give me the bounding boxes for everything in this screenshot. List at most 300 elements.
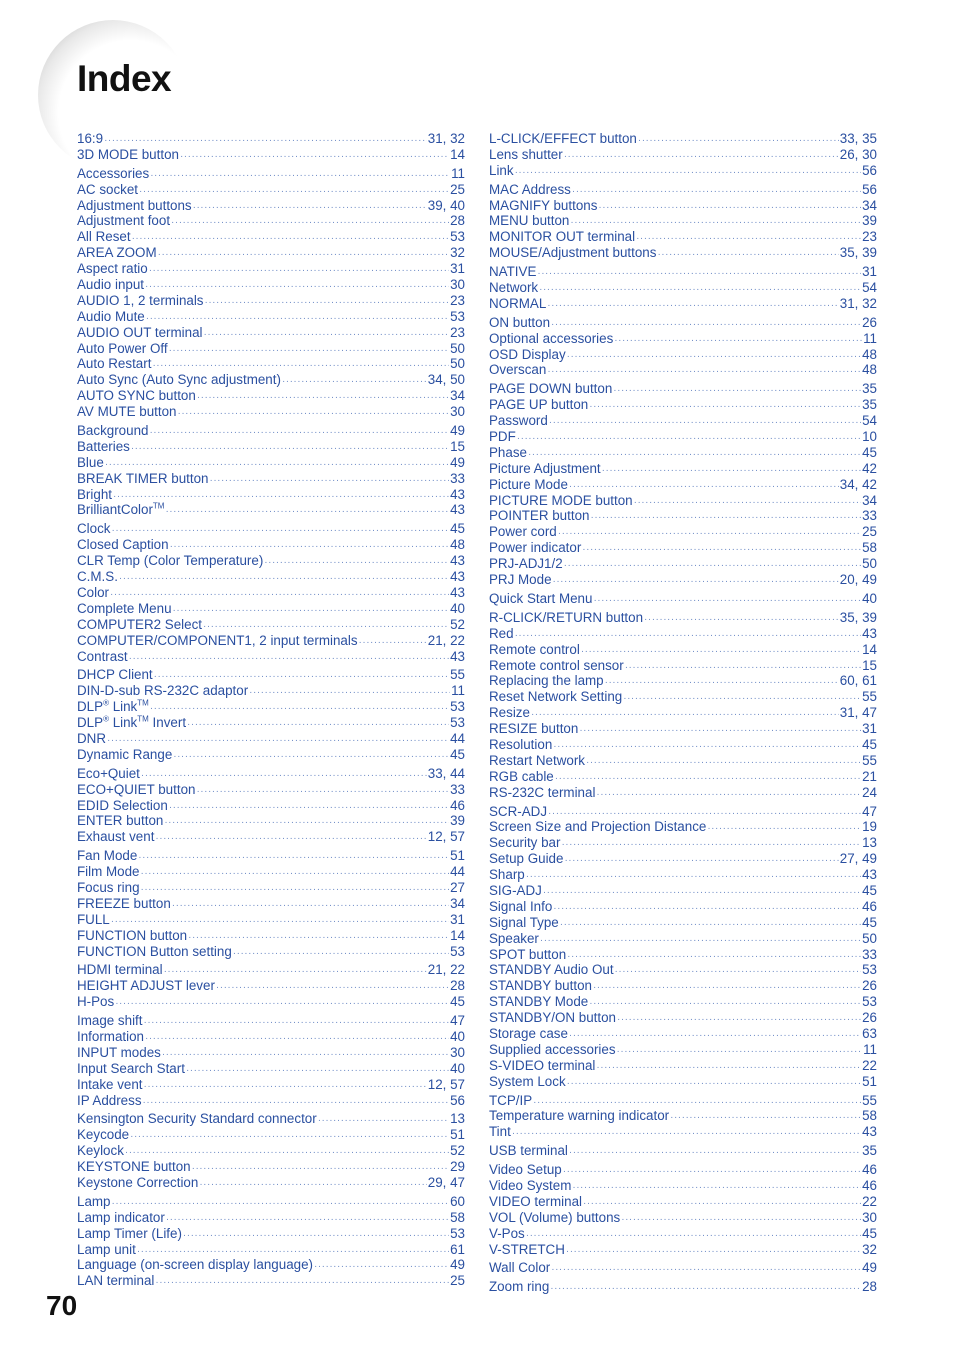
page-reference[interactable]: 35, 39 <box>839 245 877 261</box>
index-entry[interactable] <box>77 1143 465 1159</box>
page-reference[interactable]: 43 <box>450 648 465 664</box>
page-reference[interactable]: 12, 57 <box>427 1076 465 1092</box>
index-entry[interactable] <box>77 994 465 1010</box>
page-reference[interactable]: 31 <box>862 264 877 280</box>
page-reference[interactable]: 53 <box>450 1225 465 1241</box>
index-entry[interactable] <box>77 747 465 763</box>
page-reference[interactable]: 30 <box>862 1209 877 1225</box>
index-entry[interactable] <box>77 1061 465 1077</box>
index-entry[interactable] <box>77 569 465 585</box>
index-entry[interactable] <box>489 1010 877 1026</box>
index-entry[interactable] <box>489 429 877 445</box>
page-reference[interactable]: 13 <box>450 1111 465 1127</box>
index-entry[interactable] <box>77 1257 465 1273</box>
page-reference[interactable]: 50 <box>862 930 877 946</box>
index-term <box>77 1127 129 1143</box>
index-entry[interactable] <box>77 928 465 944</box>
page-reference[interactable]: 50 <box>450 340 465 356</box>
index-entry[interactable] <box>77 715 465 731</box>
page-reference[interactable]: 19 <box>862 819 877 835</box>
page-reference[interactable]: 47 <box>450 1013 465 1029</box>
page-reference[interactable]: 31 <box>862 721 877 737</box>
index-entry[interactable] <box>489 785 877 801</box>
index-entry[interactable] <box>77 277 465 293</box>
page-reference[interactable]: 21, 22 <box>427 632 465 648</box>
page-reference[interactable]: 40 <box>862 590 877 606</box>
index-entry[interactable] <box>489 931 877 947</box>
index-entry[interactable] <box>77 1159 465 1175</box>
index-entry[interactable] <box>489 1108 877 1124</box>
index-entry[interactable] <box>489 689 877 705</box>
index-entry[interactable] <box>77 213 465 229</box>
dot-leader <box>553 739 861 755</box>
page-reference[interactable]: 43 <box>450 486 465 502</box>
index-entry[interactable] <box>77 182 465 198</box>
page-reference[interactable]: 52 <box>450 1143 465 1159</box>
page-reference[interactable]: 34, 50 <box>427 372 465 388</box>
page-reference[interactable]: 15 <box>450 438 465 454</box>
page-reference[interactable]: 45 <box>862 882 877 898</box>
index-entry[interactable] <box>489 947 877 963</box>
index-entry[interactable] <box>77 1013 465 1029</box>
index-entry[interactable] <box>77 1093 465 1109</box>
page-reference[interactable]: 25 <box>450 181 465 197</box>
index-entry[interactable] <box>489 315 877 331</box>
page-reference[interactable]: 53 <box>450 715 465 731</box>
page-reference[interactable]: 21 <box>862 768 877 784</box>
page-reference[interactable]: 48 <box>862 346 877 362</box>
index-entry[interactable] <box>77 617 465 633</box>
page-reference[interactable]: 51 <box>862 1073 877 1089</box>
page-reference[interactable]: 14 <box>450 146 465 162</box>
page-reference[interactable]: 40 <box>450 600 465 616</box>
page-reference[interactable]: 29, 47 <box>427 1175 465 1190</box>
page-reference[interactable]: 14 <box>450 927 465 943</box>
index-entry[interactable] <box>489 753 877 769</box>
page-reference[interactable]: 33, 44 <box>427 765 465 781</box>
index-entry[interactable] <box>489 867 877 883</box>
page-reference[interactable]: 33 <box>450 470 465 486</box>
page-reference[interactable]: 30 <box>450 1044 465 1060</box>
index-entry[interactable] <box>489 397 877 413</box>
index-entry[interactable] <box>77 813 465 829</box>
index-entry[interactable] <box>489 804 877 820</box>
page-reference[interactable]: 55 <box>862 752 877 768</box>
index-entry[interactable] <box>489 540 877 556</box>
page-reference[interactable]: 43 <box>450 584 465 600</box>
index-entry[interactable] <box>489 524 877 540</box>
page-reference[interactable]: 51 <box>450 848 465 864</box>
page-reference[interactable]: 54 <box>862 280 877 296</box>
page-reference[interactable]: 45 <box>450 994 465 1010</box>
page-reference[interactable]: 24 <box>862 784 877 800</box>
page-reference[interactable]: 35 <box>862 397 877 413</box>
index-entry[interactable] <box>489 1093 877 1109</box>
page-reference[interactable]: 46 <box>862 898 877 914</box>
page-reference[interactable]: 11 <box>451 165 465 181</box>
index-entry[interactable] <box>489 572 877 588</box>
page-reference[interactable]: 11 <box>863 330 877 346</box>
page-reference[interactable]: 28 <box>450 978 465 994</box>
page-reference[interactable]: 55 <box>862 1092 877 1108</box>
index-entry[interactable] <box>77 782 465 798</box>
index-entry[interactable] <box>489 994 877 1010</box>
index-entry[interactable] <box>489 1143 877 1159</box>
index-entry[interactable] <box>77 601 465 617</box>
page-reference[interactable]: 56 <box>862 181 877 197</box>
page-reference[interactable]: 54 <box>862 413 877 429</box>
index-entry[interactable] <box>77 229 465 245</box>
index-entry[interactable] <box>489 477 877 493</box>
index-entry[interactable] <box>77 439 465 455</box>
index-entry[interactable] <box>489 198 877 214</box>
page-reference[interactable]: 45 <box>862 736 877 752</box>
index-entry[interactable] <box>489 508 877 524</box>
page-reference[interactable]: 28 <box>862 1279 877 1295</box>
page-reference[interactable]: 39 <box>450 813 465 829</box>
page-reference[interactable]: 26 <box>862 314 877 330</box>
index-entry[interactable] <box>77 1210 465 1226</box>
index-entry[interactable] <box>77 1077 465 1093</box>
index-entry[interactable] <box>77 699 465 715</box>
dot-leader <box>187 717 449 733</box>
page-reference[interactable]: 34, 42 <box>839 476 877 492</box>
page-reference[interactable]: 53 <box>450 943 465 959</box>
page-reference[interactable]: 39, 40 <box>427 197 465 213</box>
page-reference[interactable]: 50 <box>862 556 877 572</box>
page-reference[interactable]: 43 <box>862 867 877 883</box>
index-entry[interactable] <box>489 737 877 753</box>
page-reference[interactable]: 23 <box>450 292 465 308</box>
index-entry[interactable] <box>77 1127 465 1143</box>
index-entry[interactable] <box>489 1124 877 1140</box>
index-entry[interactable] <box>489 626 877 642</box>
page-reference[interactable]: 56 <box>450 1092 465 1108</box>
index-entry[interactable] <box>489 182 877 198</box>
index-entry[interactable] <box>77 1029 465 1045</box>
page-reference[interactable]: 25 <box>862 524 877 540</box>
index-entry[interactable] <box>489 245 877 261</box>
page-reference[interactable]: 44 <box>450 730 465 746</box>
page-reference[interactable]: 53 <box>450 699 465 715</box>
index-entry[interactable] <box>489 705 877 721</box>
page-reference[interactable]: 52 <box>450 616 465 632</box>
page-reference[interactable]: 32 <box>450 245 465 261</box>
page-reference[interactable]: 35 <box>862 381 877 397</box>
page-reference[interactable]: 46 <box>862 1178 877 1193</box>
index-entry[interactable] <box>489 658 877 674</box>
index-entry[interactable] <box>77 978 465 994</box>
index-entry[interactable] <box>489 851 877 867</box>
index-entry[interactable] <box>489 461 877 477</box>
index-term <box>489 182 571 198</box>
index-entry[interactable] <box>489 642 877 658</box>
index-entry[interactable] <box>489 1026 877 1042</box>
page-reference[interactable]: 61 <box>450 1241 465 1257</box>
index-entry[interactable] <box>77 245 465 261</box>
index-entry[interactable] <box>489 556 877 572</box>
index-entry[interactable] <box>77 553 465 569</box>
page-reference[interactable]: 49 <box>450 423 465 439</box>
page-reference[interactable]: 21, 22 <box>427 962 465 978</box>
index-entry[interactable] <box>77 261 465 277</box>
index-entry[interactable] <box>77 293 465 309</box>
index-entry[interactable] <box>489 610 877 626</box>
page-reference[interactable]: 49 <box>450 454 465 470</box>
index-entry[interactable] <box>77 372 465 388</box>
index-entry[interactable] <box>77 864 465 880</box>
index-entry[interactable] <box>77 502 465 518</box>
page-reference[interactable]: 53 <box>450 308 465 324</box>
index-entry[interactable] <box>489 381 877 397</box>
page-reference[interactable]: 11 <box>863 1041 877 1057</box>
page-reference[interactable]: 20, 49 <box>839 572 877 588</box>
index-entry[interactable] <box>489 1074 877 1090</box>
index-entry[interactable] <box>489 264 877 280</box>
index-entry[interactable] <box>77 423 465 439</box>
page-reference[interactable]: 53 <box>450 229 465 245</box>
page-reference[interactable]: 45 <box>450 746 465 762</box>
page-reference[interactable]: 56 <box>862 162 877 178</box>
dot-leader <box>515 165 862 181</box>
page-reference[interactable]: 58 <box>450 1209 465 1225</box>
index-entry[interactable] <box>489 1260 877 1276</box>
index-entry[interactable] <box>77 341 465 357</box>
page-reference[interactable]: 26 <box>862 978 877 994</box>
page-reference[interactable]: 31, 47 <box>839 705 877 721</box>
page-reference[interactable]: 31 <box>450 911 465 927</box>
index-entry[interactable] <box>489 1178 877 1194</box>
page-reference[interactable]: 55 <box>450 667 465 683</box>
page-reference[interactable]: 10 <box>862 429 877 445</box>
index-entry[interactable] <box>489 147 877 163</box>
page-reference[interactable]: 30 <box>450 277 465 293</box>
page-reference[interactable]: 48 <box>862 362 877 378</box>
page-reference[interactable]: 25 <box>450 1273 465 1289</box>
page-reference[interactable]: 34 <box>450 895 465 911</box>
page-reference[interactable]: 33 <box>862 508 877 524</box>
page-reference[interactable]: 34 <box>450 388 465 404</box>
index-entry[interactable] <box>77 585 465 601</box>
page-reference[interactable]: 39 <box>862 213 877 229</box>
page-reference[interactable]: 22 <box>862 1057 877 1073</box>
index-entry[interactable] <box>77 1111 465 1127</box>
index-entry[interactable] <box>77 848 465 864</box>
index-entry[interactable] <box>489 1226 877 1242</box>
page-reference[interactable]: 31 <box>450 261 465 277</box>
index-entry[interactable] <box>77 1273 465 1289</box>
page-reference[interactable]: 33, 35 <box>839 131 877 146</box>
page-reference[interactable]: 45 <box>862 444 877 460</box>
index-term-text: Bright <box>77 486 112 502</box>
page-reference[interactable]: 55 <box>862 689 877 705</box>
index-entry[interactable] <box>77 147 465 163</box>
index-term <box>489 835 560 851</box>
index-entry[interactable] <box>77 896 465 912</box>
index-entry[interactable] <box>77 325 465 341</box>
index-entry[interactable] <box>77 731 465 747</box>
dot-leader <box>196 784 449 800</box>
dot-leader <box>657 247 838 263</box>
index-entry[interactable] <box>77 1175 465 1191</box>
index-entry[interactable] <box>489 819 877 835</box>
index-entry[interactable] <box>77 962 465 978</box>
index-entry[interactable] <box>77 912 465 928</box>
index-entry[interactable] <box>77 455 465 471</box>
page-reference[interactable]: 46 <box>862 1162 877 1178</box>
page-reference[interactable]: 47 <box>862 803 877 819</box>
page-reference[interactable]: 12, 57 <box>427 829 465 845</box>
page-reference[interactable]: 45 <box>862 1225 877 1241</box>
page-reference[interactable]: 49 <box>450 1257 465 1273</box>
page-reference[interactable]: 31, 32 <box>427 131 465 146</box>
index-entry[interactable] <box>77 487 465 503</box>
index-entry[interactable] <box>489 213 877 229</box>
index-entry[interactable] <box>489 445 877 461</box>
index-entry[interactable] <box>489 1162 877 1178</box>
page-reference[interactable]: 63 <box>862 1025 877 1041</box>
page-reference[interactable]: 46 <box>450 797 465 813</box>
page-reference[interactable]: 60 <box>450 1193 465 1209</box>
page-reference[interactable]: 40 <box>450 1028 465 1044</box>
page-reference[interactable]: 43 <box>450 502 465 518</box>
page-reference[interactable]: 40 <box>450 1060 465 1076</box>
page-reference[interactable]: 32 <box>862 1241 877 1257</box>
index-entry[interactable] <box>77 404 465 420</box>
page-reference[interactable]: 26 <box>862 1010 877 1026</box>
index-entry[interactable] <box>77 880 465 896</box>
index-entry[interactable] <box>77 537 465 553</box>
page-reference[interactable]: 22 <box>862 1193 877 1209</box>
page-reference[interactable]: 27, 49 <box>839 851 877 867</box>
page-reference[interactable]: 23 <box>862 229 877 245</box>
index-entry[interactable] <box>77 388 465 404</box>
index-entry[interactable] <box>77 944 465 960</box>
page-reference[interactable]: 14 <box>862 641 877 657</box>
page-reference[interactable]: 35, 39 <box>839 609 877 625</box>
page-reference[interactable]: 33 <box>450 781 465 797</box>
index-entry[interactable] <box>77 829 465 845</box>
index-entry[interactable] <box>489 769 877 785</box>
index-entry[interactable] <box>489 915 877 931</box>
index-entry[interactable] <box>77 667 465 683</box>
index-entry[interactable] <box>489 835 877 851</box>
index-entry[interactable] <box>77 521 465 537</box>
page-reference[interactable]: 30 <box>450 404 465 420</box>
index-entry[interactable] <box>489 1210 877 1226</box>
page-reference[interactable]: 34 <box>862 492 877 508</box>
page-reference[interactable]: 58 <box>862 1108 877 1124</box>
index-entry[interactable] <box>489 493 877 509</box>
index-term <box>489 264 536 280</box>
index-entry[interactable] <box>489 673 877 689</box>
page-reference[interactable]: 11 <box>451 683 465 699</box>
index-entry[interactable] <box>489 296 877 312</box>
page-reference[interactable]: 48 <box>450 537 465 553</box>
page-reference[interactable]: 53 <box>862 962 877 978</box>
index-entry[interactable] <box>489 883 877 899</box>
index-entry[interactable] <box>489 331 877 347</box>
index-entry[interactable] <box>489 347 877 363</box>
page-reference[interactable]: 43 <box>862 1124 877 1140</box>
index-entry[interactable] <box>77 683 465 699</box>
page-reference[interactable]: 34 <box>862 197 877 213</box>
dot-leader <box>605 675 839 691</box>
index-term-text: FUNCTION Button setting <box>77 943 232 959</box>
page-reference[interactable]: 58 <box>862 540 877 556</box>
index-entry[interactable] <box>489 962 877 978</box>
page-reference[interactable]: 33 <box>862 946 877 962</box>
page-reference[interactable]: 49 <box>862 1260 877 1276</box>
index-entry[interactable] <box>489 1194 877 1210</box>
page-reference[interactable]: 28 <box>450 213 465 229</box>
page-reference[interactable]: 31, 32 <box>839 295 877 311</box>
page-reference[interactable]: 43 <box>862 625 877 641</box>
index-entry[interactable] <box>489 1279 877 1295</box>
page-reference[interactable]: 45 <box>862 914 877 930</box>
page-reference[interactable]: 44 <box>450 864 465 880</box>
page-reference[interactable]: 15 <box>862 657 877 673</box>
page-reference[interactable]: 13 <box>862 835 877 851</box>
page-reference[interactable]: 26, 30 <box>839 146 877 162</box>
index-entry[interactable] <box>489 978 877 994</box>
index-entry[interactable] <box>489 131 877 147</box>
page-reference[interactable]: 50 <box>450 356 465 372</box>
index-entry[interactable] <box>77 471 465 487</box>
index-entry[interactable] <box>77 1194 465 1210</box>
index-term <box>77 848 137 864</box>
page-reference[interactable]: 60, 61 <box>839 673 877 689</box>
index-term <box>489 413 548 429</box>
index-entry[interactable] <box>77 1045 465 1061</box>
index-entry[interactable] <box>489 280 877 296</box>
index-entry[interactable] <box>489 163 877 179</box>
page-reference[interactable]: 23 <box>450 324 465 340</box>
index-entry[interactable] <box>77 356 465 372</box>
index-entry[interactable] <box>77 131 465 147</box>
index-entry[interactable] <box>489 899 877 915</box>
index-entry[interactable] <box>489 1058 877 1074</box>
page-reference[interactable]: 53 <box>862 994 877 1010</box>
index-entry[interactable] <box>489 591 877 607</box>
index-entry[interactable] <box>77 1242 465 1258</box>
page-reference[interactable]: 42 <box>862 460 877 476</box>
index-entry[interactable] <box>489 1042 877 1058</box>
page-reference[interactable]: 45 <box>450 521 465 537</box>
index-entry[interactable] <box>77 798 465 814</box>
index-entry[interactable] <box>77 1226 465 1242</box>
index-entry[interactable] <box>489 721 877 737</box>
page-reference[interactable]: 27 <box>450 879 465 895</box>
page-reference[interactable]: 35 <box>862 1143 877 1159</box>
index-entry[interactable] <box>77 633 465 649</box>
index-entry[interactable] <box>489 362 877 378</box>
page-reference[interactable]: 43 <box>450 569 465 585</box>
index-entry[interactable] <box>489 413 877 429</box>
page-reference[interactable]: 43 <box>450 553 465 569</box>
index-entry[interactable] <box>489 229 877 245</box>
index-term <box>77 978 215 994</box>
index-entry[interactable] <box>77 309 465 325</box>
index-entry[interactable] <box>489 1242 877 1258</box>
index-entry[interactable] <box>77 198 465 214</box>
page-reference[interactable]: 51 <box>450 1127 465 1143</box>
index-entry[interactable] <box>77 166 465 182</box>
index-entry[interactable] <box>77 766 465 782</box>
page-reference[interactable]: 29 <box>450 1159 465 1175</box>
index-entry[interactable] <box>77 649 465 665</box>
dot-leader <box>130 1129 449 1145</box>
